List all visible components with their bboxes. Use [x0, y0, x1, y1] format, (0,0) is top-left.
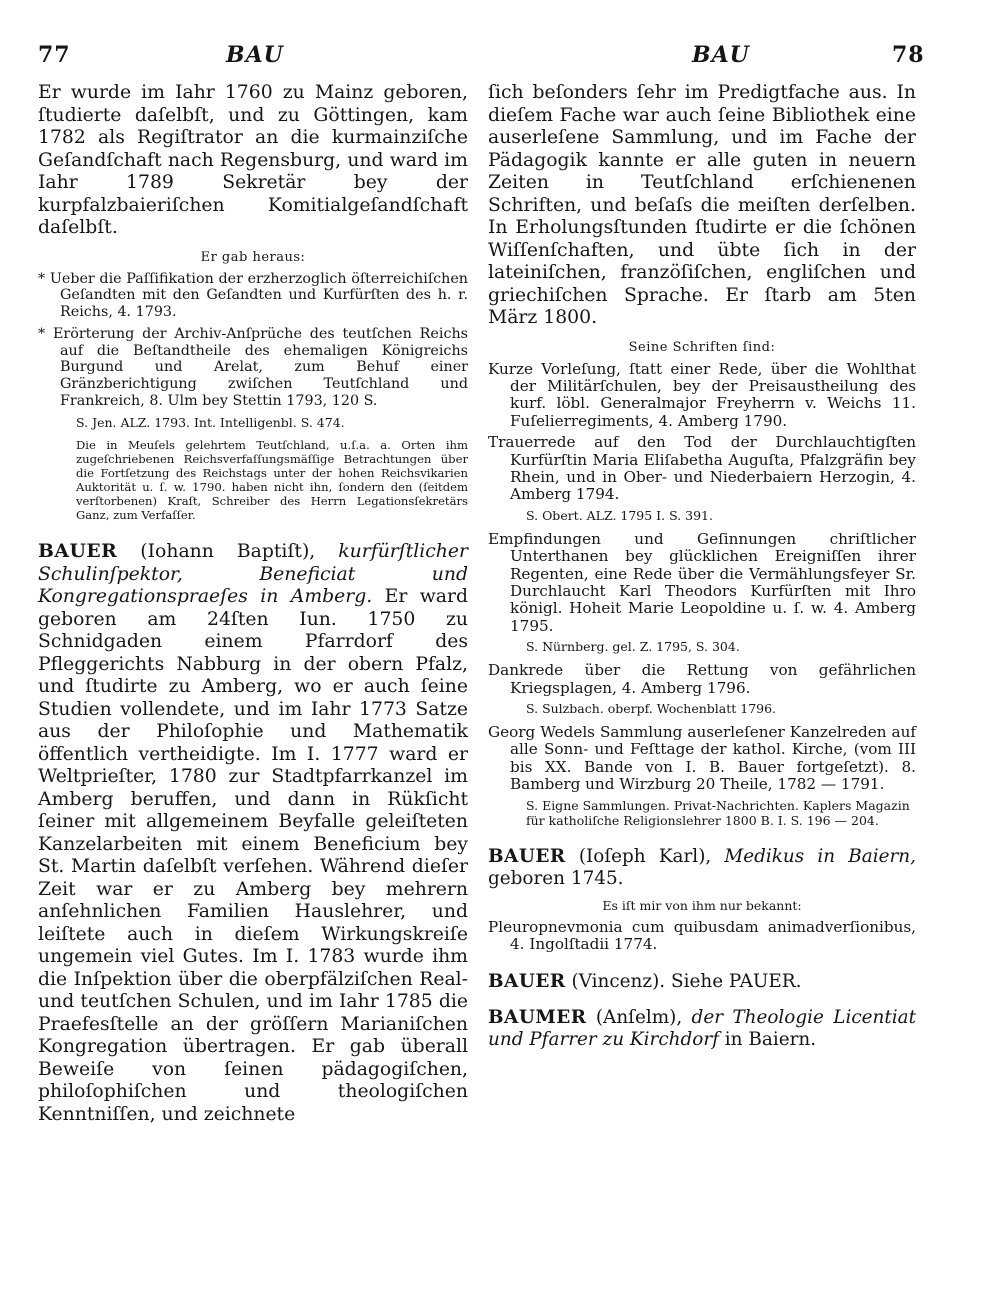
- left-column: [38, 82, 468, 1126]
- entry-surname: BAUMER: [488, 1007, 587, 1029]
- biography-bauer-vincenz: [488, 971, 916, 993]
- entry-role: Medikus in Baiern,: [724, 845, 916, 867]
- writing-reference-5: S. Eigne Sammlungen. Privat-Nachrichten. Kaplers Magazin für katholiſche Religionslehrer 1800 B. I. S. 196 — 204.: [526, 797, 910, 828]
- entry-role: der Theologie Licentiat und Pfarrer zu Kirchdorf: [488, 1007, 916, 1051]
- writing-reference-3: S. Nürnberg. gel. Z. 1795, S. 304.: [526, 639, 740, 655]
- page-number-right: 78: [892, 42, 925, 68]
- biography-bauer-johann: [38, 540, 468, 1126]
- entry-surname: BAUER: [38, 540, 118, 563]
- entry-text: Er ward geboren am 24ſten Iun. 1750 zu Schnidgaden einem Pfarrdorf des Pfleggerichts Nabburg in der obern Pfalz, und ſtudirte zu Amberg, wo er auch ſeine Studien vollendete, und im Iahr 1773 Satze aus der Philoſophie und Mathematik öffentlich vertheidigte. Im I. 1777 ward er Weltprieſter, 1780 zur Stadtpfarrkanzel im Amberg beruffen, und dann in Rükſicht ſeiner mit allgemeinem Beyfalle geleiſteten Kanzelarbeiten mit einem Beneficium bey St. Martin daſelbſt verſehen. Während dieſer Zeit war er zu Amberg bey mehrern anſehnlichen Familien Hauslehrer, und leiſtete auch in dieſem Wirkungskreiſe ungemein viel Gutes. Im I. 1783 wurde ihm die Inſpektion über die oberpfälziſchen Real- und teutſchen Schulen, und im Iahr 1785 die Praefesſtelle an der gröſſern Marianiſchen Kongregation übertragen. Er gab überall Beweiſe von ſeinen pädagogiſchen, philoſophiſchen und theologiſchen Kenntniſſen, und zeichnete: [38, 586, 468, 1125]
- continuation-paragraph: ſich beſonders ſehr im Predigtfache aus. In dieſem Fache war auch ſeine Bibliothek eine auserleſene Sammlung, und im Fache der Pädagogik kannte er alle guten in neuern Zeiten in Teutſchland erſchienenen Schriften, und beſaſs die meiſten derſelben. In Erholungsſtunden ſtudirte er die ſchönen Wiſſenſchaften, und übte ſich in der lateiniſchen, franzöſiſchen, engliſchen und griechiſchen Sprache. Er ſtarb am 5ten März 1800.: [488, 82, 916, 328]
- works-heading: Er gab heraus:: [200, 249, 306, 265]
- entry-text: geboren 1745.: [488, 867, 624, 889]
- biography-baumer-anselm: [488, 1007, 916, 1051]
- running-head-left: BAU: [226, 42, 284, 68]
- writing-reference-2: S. Obert. ALZ. 1795 I. S. 391.: [526, 507, 713, 523]
- work-reference: S. Jen. ALZ. 1793. Int. Intelligenbl. S. 474.: [76, 415, 345, 431]
- known-heading: Es iſt mir von ihm nur bekannt:: [602, 897, 802, 913]
- writing-entry-5: Georg Wedels Sammlung auserleſener Kanzelreden auf alle Sonn- und Feſttage der kathol. Kirche, (vom III bis XX. Bande von I. B. Bauer fortgeſetzt). 8. Bamberg und Wirzburg 20 Theile, 1782 — 1791.: [488, 723, 916, 794]
- biography-bauer-joseph: [488, 846, 916, 890]
- page-number-left: 77: [38, 42, 71, 68]
- entry-given-name: (Anſelm),: [595, 1007, 683, 1029]
- intro-paragraph: Er wurde im Iahr 1760 zu Mainz geboren, ſtudierte daſelbſt, und zu Göttingen, kam 1782 als Regiſtrator an die kurmainziſche Geſandſchaft nach Regensburg, und ward im Iahr 1789 Sekretär bey der kurpfalzbaieriſchen Komitialgeſandſchaft daſelbſt.: [38, 82, 468, 238]
- entry-text: Siehe PAUER.: [670, 971, 802, 993]
- entry-surname: BAUER: [488, 845, 566, 867]
- writings-heading: Seine Schriften ſind:: [628, 339, 776, 355]
- entry-role: kurfürſtlicher Schulinſpektor, Beneficiat und Kongregationspraeſes in Amberg.: [38, 541, 468, 608]
- writing-entry-2: Trauerrede auf den Tod der Durchlauchtigſten Kurfürſtin Maria Eliſabetha Auguſta, Pfalzgräfin bey Rhein, und in Ober- und Niederbaiern Herzogin, 4. Amberg 1794.: [488, 433, 916, 504]
- writing-entry-4: Dankrede über die Rettung von gefährlichen Kriegsplagen, 4. Amberg 1796.: [488, 661, 916, 697]
- entry-given-name: (Iohann Baptiſt),: [140, 541, 316, 563]
- work-entry-1: * Ueber die Paſſifikation der erzherzoglich öſterreichiſchen Geſandten mit den Geſandten und Kurfürſten des h. r. Reichs, 4. 1793.: [38, 270, 468, 320]
- entry-given-name: (Ioſeph Karl),: [578, 845, 712, 867]
- running-head-right: BAU: [692, 42, 750, 68]
- right-column: [488, 82, 916, 1051]
- work-note: Die in Meuſels gelehrtem Teutſchland, u.ſ.a. a. Orten ihm zugeſchriebenen Reichsverfaſſungsmäſſige Betrachtungen über die Fortſetzung des Reichstags unter der hohen Reichsvikarien Auktorität u. ſ. w. 1790. haben nicht ihn, ſondern den (ſeitdem verſtorbenen) Kraſt, Schreiber des Herrn Legationsſekretärs Ganz, zum Verfaſſer.: [76, 438, 468, 523]
- entry-given-name: (Vincenz).: [571, 971, 666, 993]
- writing-entry-1: Kurze Vorleſung, ſtatt einer Rede, über die Wohlthat der Militärſchulen, bey der Preisaustheilung des kurf. löbl. Generalmajor Freyherrn v. Weichs 11. Fuſelierregiments, 4. Amberg 1790.: [488, 359, 916, 430]
- entry-text: in Baiern.: [724, 1029, 817, 1051]
- writing-entry-3: Empfindungen und Geſinnungen chriſtlicher Unterthanen bey glücklichen Ereigniſſen ihrer Regenten, eine Rede über die Vermählungsfeyer Sr. Durchlaucht Karl Theodors Kurfürſten mit Ihro königl. Hoheit Marie Leopoldine u. ſ. w. 4. Amberg 1795.: [488, 529, 916, 635]
- entry-surname: BAUER: [488, 971, 566, 993]
- work-entry-2: * Erörterung der Archiv-Anſprüche des teutſchen Reichs auf die Beſtandtheile des ehemaligen Königreichs Burgund und Arelat, zum Behuf einer Gränzberichtigung zwiſchen Teutſchland und Frankreich, 8. Ulm bey Stettin 1793, 120 S.: [38, 326, 468, 409]
- writing-reference-4: S. Sulzbach. oberpf. Wochenblatt 1796.: [526, 701, 777, 716]
- known-work: Pleuropnevmonia cum quibusdam animadverſionibus, 4. Ingolſtadii 1774.: [488, 917, 916, 954]
